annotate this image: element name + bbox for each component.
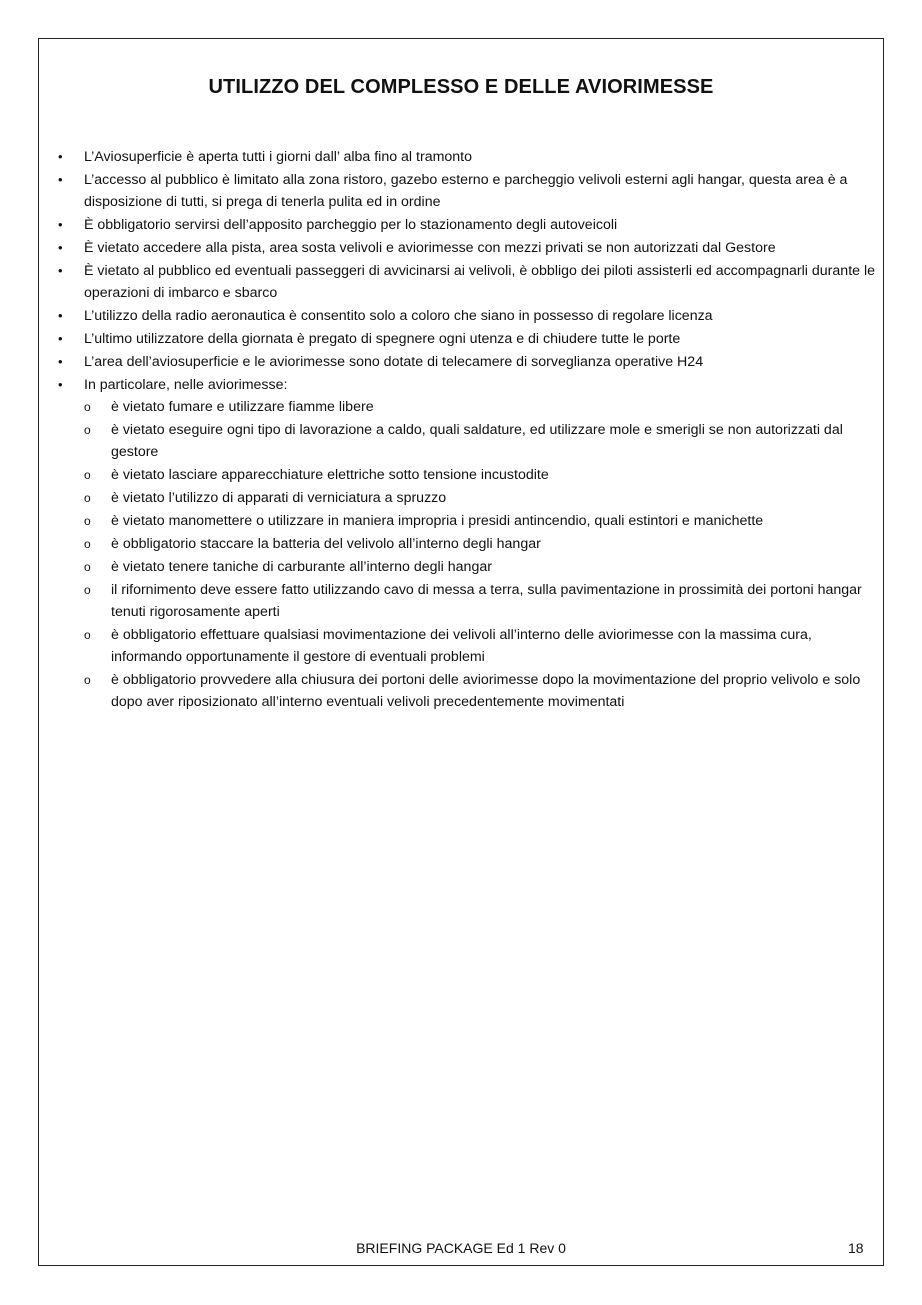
sub-list-item-text: è obbligatorio staccare la batteria del velivolo all’interno degli hangar [111, 536, 541, 552]
page-number: 18 [848, 1240, 864, 1256]
list-item-text: È obbligatorio servirsi dell’apposito parcheggio per lo stazionamento degli autoveicoli [84, 217, 618, 233]
bullet-icon: • [58, 354, 63, 369]
circle-bullet-icon: o [84, 673, 91, 687]
list-item [58, 305, 880, 327]
circle-bullet-icon: o [84, 583, 91, 597]
hangar-rules-list [84, 396, 880, 713]
bullet-icon: • [58, 331, 63, 346]
circle-bullet-icon: o [84, 468, 91, 482]
sub-list-item-text: è obbligatorio effettuare qualsiasi movimentazione dei velivoli all’interno delle aviorimesse con la massima cura, informando opportunamente il gestore di eventuali problemi [111, 627, 812, 665]
sub-list-item-text: è vietato fumare e utilizzare fiamme libere [111, 399, 374, 415]
footer-label: BRIEFING PACKAGE Ed 1 Rev 0 [356, 1240, 566, 1256]
bullet-icon: • [58, 172, 63, 187]
sub-list-item-text: è obbligatorio provvedere alla chiusura dei portoni delle aviorimesse dopo la movimentazione del proprio velivolo e solo dopo aver riposizionato all’interno eventuali velivoli precedentemente movimentati [111, 672, 861, 710]
sub-list-item [84, 396, 880, 418]
sub-list-item [84, 533, 880, 555]
list-item-text: In particolare, nelle aviorimesse: [84, 377, 288, 393]
list-item [58, 260, 880, 304]
list-item-text: L’Aviosuperficie è aperta tutti i giorni dall’ alba fino al tramonto [84, 149, 473, 165]
bullet-icon: • [58, 377, 63, 392]
list-item [58, 328, 880, 350]
circle-bullet-icon: o [84, 537, 91, 551]
list-item [58, 146, 880, 168]
list-item-text: L’ultimo utilizzatore della giornata è pregato di spegnere ogni utenza e di chiudere tutte le porte [84, 331, 681, 347]
list-item [58, 214, 880, 236]
sub-list-item-text: è vietato eseguire ogni tipo di lavorazione a caldo, quali saldature, ed utilizzare mole e smerigli se non autorizzati dal gestore [111, 422, 843, 460]
list-item [58, 237, 880, 259]
rules-list [58, 146, 880, 714]
list-item-text: È vietato accedere alla pista, area sosta velivoli e aviorimesse con mezzi privati se non autorizzati dal Gestore [84, 240, 776, 256]
list-item-text: È vietato al pubblico ed eventuali passeggeri di avvicinarsi ai velivoli, è obbligo dei piloti assisterli ed accompagnarli durante le operazioni di imbarco e sbarco [84, 263, 876, 301]
sub-list-item-text: è vietato lasciare apparecchiature elettriche sotto tensione incustodite [111, 467, 549, 483]
sub-list-item [84, 579, 880, 623]
sub-list-item [84, 556, 880, 578]
page-title: UTILIZZO DEL COMPLESSO E DELLE AVIORIMESSE [208, 76, 714, 98]
circle-bullet-icon: o [84, 628, 91, 642]
list-item [58, 169, 880, 213]
sub-list-item [84, 624, 880, 668]
bullet-icon: • [58, 263, 63, 278]
sub-list-item-text: il rifornimento deve essere fatto utilizzando cavo di messa a terra, sulla pavimentazione in prossimità dei portoni hangar tenuti rigorosamente aperti [111, 582, 862, 620]
circle-bullet-icon: o [84, 514, 91, 528]
sub-list-item [84, 487, 880, 509]
sub-list-item [84, 464, 880, 486]
bullet-icon: • [58, 308, 63, 323]
list-item-text: L’area dell’aviosuperficie e le aviorimesse sono dotate di telecamere di sorveglianza operative H24 [84, 354, 704, 370]
list-item [58, 374, 880, 713]
circle-bullet-icon: o [84, 560, 91, 574]
sub-list-item-text: è vietato tenere taniche di carburante all’interno degli hangar [111, 559, 492, 575]
bullet-icon: • [58, 149, 63, 164]
circle-bullet-icon: o [84, 400, 91, 414]
circle-bullet-icon: o [84, 491, 91, 505]
list-item [58, 351, 880, 373]
sub-list-item [84, 419, 880, 463]
sub-list-item-text: è vietato manomettere o utilizzare in maniera impropria i presidi antincendio, quali estintori e manichette [111, 513, 764, 529]
bullet-icon: • [58, 240, 63, 255]
sub-list-item-text: è vietato l’utilizzo di apparati di verniciatura a spruzzo [111, 490, 447, 506]
sub-list-item [84, 510, 880, 532]
list-item-text: L’utilizzo della radio aeronautica è consentito solo a coloro che siano in possesso di regolare licenza [84, 308, 713, 324]
circle-bullet-icon: o [84, 423, 91, 437]
sub-list-item [84, 669, 880, 713]
list-item-text: L’accesso al pubblico è limitato alla zona ristoro, gazebo esterno e parcheggio velivoli esterni agli hangar, questa area è a disposizione di tutti, si prega di tenerla pulita ed in ordine [84, 172, 848, 210]
bullet-icon: • [58, 217, 63, 232]
